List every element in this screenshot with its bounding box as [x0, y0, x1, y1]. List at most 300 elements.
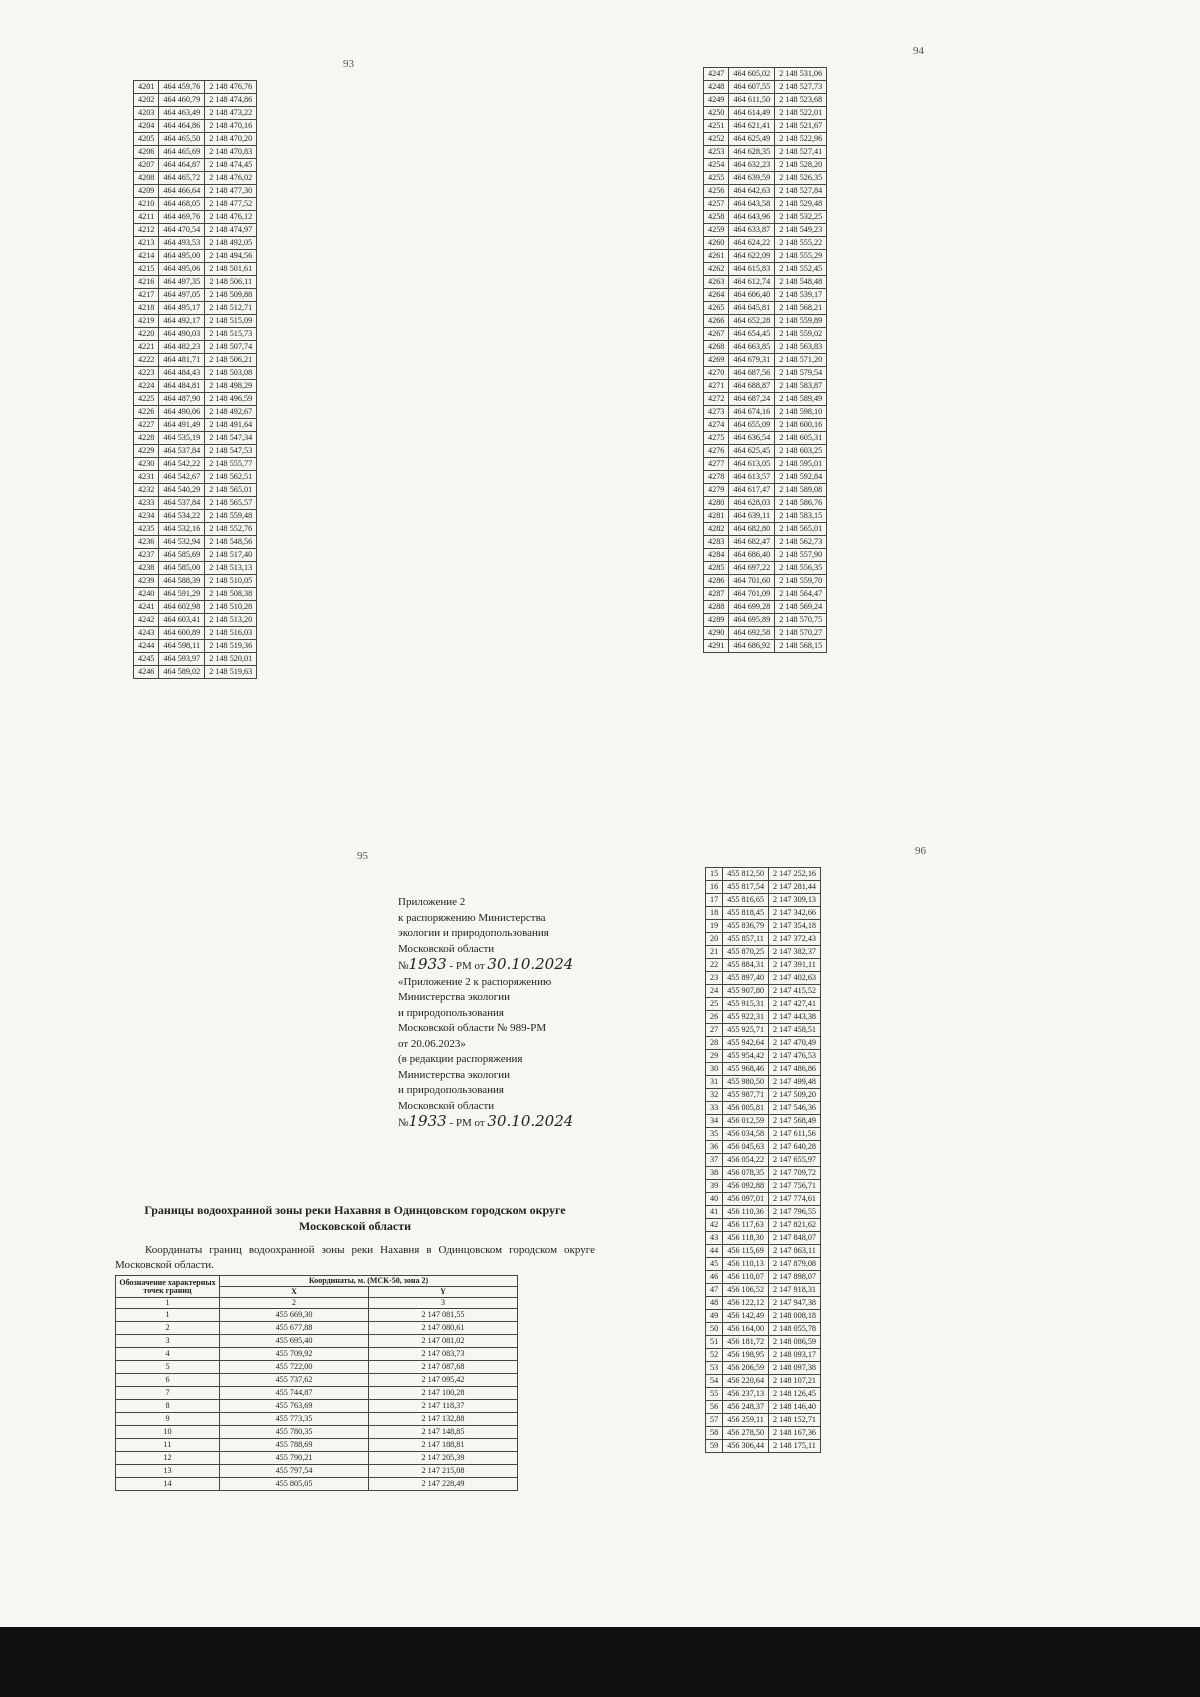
point-id-cell: 4288	[704, 601, 729, 614]
table-row	[134, 497, 257, 510]
table-row	[706, 985, 821, 998]
appendix-line: к распоряжению Министерства	[398, 911, 546, 924]
scan-bottom-border	[0, 1627, 1200, 1697]
table-row	[134, 81, 257, 94]
y-coordinate-cell: 2 147 087,68	[369, 1361, 518, 1374]
point-id-cell: 43	[706, 1232, 723, 1245]
point-id-cell: 4219	[134, 315, 159, 328]
x-coordinate-cell: 456 097,01	[723, 1193, 769, 1206]
x-coordinate-cell: 455 915,31	[723, 998, 769, 1011]
x-coordinate-cell: 464 682,47	[729, 536, 775, 549]
y-coordinate-cell: 2 148 555,77	[205, 458, 257, 471]
y-coordinate-cell: 2 148 473,22	[205, 107, 257, 120]
x-coordinate-cell: 455 773,35	[220, 1413, 369, 1426]
table-row	[704, 471, 827, 484]
table-row	[706, 881, 821, 894]
y-coordinate-cell: 2 148 055,78	[769, 1323, 821, 1336]
table-row	[116, 1426, 518, 1439]
x-coordinate-cell: 455 980,50	[723, 1076, 769, 1089]
header-points: Обозначение характерных точек границ	[116, 1276, 220, 1298]
x-coordinate-cell: 464 695,89	[729, 614, 775, 627]
y-coordinate-cell: 2 148 589,08	[775, 484, 827, 497]
y-coordinate-cell: 2 148 548,48	[775, 276, 827, 289]
point-id-cell: 4202	[134, 94, 159, 107]
point-id-cell: 15	[706, 868, 723, 881]
x-coordinate-cell: 464 645,81	[729, 302, 775, 315]
point-id-cell: 4237	[134, 549, 159, 562]
y-coordinate-cell: 2 148 586,76	[775, 497, 827, 510]
y-coordinate-cell: 2 148 527,41	[775, 146, 827, 159]
y-coordinate-cell: 2 147 228,49	[369, 1478, 518, 1491]
y-coordinate-cell: 2 147 470,49	[769, 1037, 821, 1050]
x-coordinate-cell: 464 465,69	[159, 146, 205, 159]
table-row	[706, 1440, 821, 1453]
point-id-cell: 6	[116, 1374, 220, 1387]
x-coordinate-cell: 464 621,41	[729, 120, 775, 133]
point-id-cell: 34	[706, 1115, 723, 1128]
x-coordinate-cell: 464 495,06	[159, 263, 205, 276]
table-row	[704, 289, 827, 302]
x-coordinate-cell: 464 603,41	[159, 614, 205, 627]
x-coordinate-cell: 464 470,54	[159, 224, 205, 237]
x-coordinate-cell: 464 463,49	[159, 107, 205, 120]
table-row	[704, 354, 827, 367]
header-coords: Координаты, м. (МСК-50, зона 2)	[220, 1276, 518, 1287]
y-coordinate-cell: 2 147 655,97	[769, 1154, 821, 1167]
table-row	[704, 341, 827, 354]
y-coordinate-cell: 2 148 559,89	[775, 315, 827, 328]
point-id-cell: 33	[706, 1102, 723, 1115]
intro-paragraph: Координаты границ водоохранной зоны реки Нахавня в Одинцовском городском округе Московской области.	[115, 1244, 595, 1271]
y-coordinate-cell: 2 148 474,86	[205, 94, 257, 107]
x-coordinate-cell: 464 464,87	[159, 159, 205, 172]
table-row	[706, 868, 821, 881]
table-row	[116, 1452, 518, 1465]
x-coordinate-cell: 464 697,22	[729, 562, 775, 575]
x-coordinate-cell: 464 487,90	[159, 393, 205, 406]
y-coordinate-cell: 2 147 863,11	[769, 1245, 821, 1258]
point-id-cell: 4214	[134, 250, 159, 263]
y-coordinate-cell: 2 147 391,11	[769, 959, 821, 972]
point-id-cell: 4242	[134, 614, 159, 627]
table-row	[116, 1335, 518, 1348]
y-coordinate-cell: 2 148 510,28	[205, 601, 257, 614]
table-row	[706, 1141, 821, 1154]
x-coordinate-cell: 464 589,02	[159, 666, 205, 679]
y-coordinate-cell: 2 148 571,20	[775, 354, 827, 367]
y-coordinate-cell: 2 148 552,45	[775, 263, 827, 276]
order-number-line	[398, 1114, 628, 1132]
y-coordinate-cell: 2 148 529,48	[775, 198, 827, 211]
y-coordinate-cell: 2 148 508,38	[205, 588, 257, 601]
table-row	[134, 107, 257, 120]
x-coordinate-cell: 455 987,71	[723, 1089, 769, 1102]
coordinates-table	[705, 867, 821, 1453]
point-id-cell: 4253	[704, 146, 729, 159]
y-coordinate-cell: 2 148 570,27	[775, 627, 827, 640]
x-coordinate-cell: 455 797,54	[220, 1465, 369, 1478]
y-coordinate-cell: 2 147 509,20	[769, 1089, 821, 1102]
table-row	[134, 666, 257, 679]
appendix-block	[398, 895, 628, 1132]
x-coordinate-cell: 455 818,45	[723, 907, 769, 920]
appendix-line: «Приложение 2 к распоряжению	[398, 975, 552, 988]
point-id-cell: 36	[706, 1141, 723, 1154]
y-coordinate-cell: 2 148 527,73	[775, 81, 827, 94]
table-row	[706, 1323, 821, 1336]
order-suffix: - РМ от	[446, 1117, 488, 1129]
table-row	[704, 614, 827, 627]
table-row	[134, 198, 257, 211]
y-coordinate-cell: 2 148 568,15	[775, 640, 827, 653]
x-coordinate-cell: 456 034,58	[723, 1128, 769, 1141]
y-coordinate-cell: 2 147 205,39	[369, 1452, 518, 1465]
point-id-cell: 4261	[704, 250, 729, 263]
x-coordinate-cell: 456 106,52	[723, 1284, 769, 1297]
table-row	[704, 237, 827, 250]
y-coordinate-cell: 2 148 474,97	[205, 224, 257, 237]
y-coordinate-cell: 2 147 100,28	[369, 1387, 518, 1400]
point-id-cell: 4272	[704, 393, 729, 406]
x-coordinate-cell: 455 884,31	[723, 959, 769, 972]
point-id-cell: 26	[706, 1011, 723, 1024]
y-coordinate-cell: 2 148 531,06	[775, 68, 827, 81]
table-row	[704, 211, 827, 224]
x-coordinate-cell: 455 954,42	[723, 1050, 769, 1063]
x-coordinate-cell: 456 259,11	[723, 1414, 769, 1427]
appendix-line: от 20.06.2023»	[398, 1037, 466, 1050]
x-coordinate-cell: 464 606,40	[729, 289, 775, 302]
y-coordinate-cell: 2 147 898,07	[769, 1271, 821, 1284]
x-coordinate-cell: 464 701,60	[729, 575, 775, 588]
order-suffix: - РМ от	[446, 960, 488, 972]
y-coordinate-cell: 2 148 494,56	[205, 250, 257, 263]
point-id-cell: 4245	[134, 653, 159, 666]
table-row	[706, 1219, 821, 1232]
point-id-cell: 21	[706, 946, 723, 959]
x-coordinate-cell: 464 491,49	[159, 419, 205, 432]
point-id-cell: 42	[706, 1219, 723, 1232]
point-id-cell: 16	[706, 881, 723, 894]
point-id-cell: 4262	[704, 263, 729, 276]
y-coordinate-cell: 2 147 382,37	[769, 946, 821, 959]
table-row	[704, 276, 827, 289]
point-id-cell: 4235	[134, 523, 159, 536]
table-row	[134, 419, 257, 432]
page-number: 94	[913, 45, 924, 57]
point-id-cell: 3	[116, 1335, 220, 1348]
header-colnum: 2	[220, 1298, 369, 1309]
appendix-line: Министерства экологии	[398, 1068, 511, 1081]
point-id-cell: 4265	[704, 302, 729, 315]
y-coordinate-cell: 2 147 918,31	[769, 1284, 821, 1297]
point-id-cell: 40	[706, 1193, 723, 1206]
x-coordinate-cell: 464 459,76	[159, 81, 205, 94]
y-coordinate-cell: 2 148 549,23	[775, 224, 827, 237]
table-row	[706, 1414, 821, 1427]
x-coordinate-cell: 464 540,29	[159, 484, 205, 497]
x-coordinate-cell: 456 206,59	[723, 1362, 769, 1375]
y-coordinate-cell: 2 147 083,73	[369, 1348, 518, 1361]
point-id-cell: 4284	[704, 549, 729, 562]
x-coordinate-cell: 455 817,54	[723, 881, 769, 894]
point-id-cell: 4273	[704, 406, 729, 419]
y-coordinate-cell: 2 147 342,66	[769, 907, 821, 920]
table-row	[704, 510, 827, 523]
y-coordinate-cell: 2 148 470,83	[205, 146, 257, 159]
table-row	[704, 497, 827, 510]
y-coordinate-cell: 2 148 521,67	[775, 120, 827, 133]
y-coordinate-cell: 2 148 492,67	[205, 406, 257, 419]
table-row	[116, 1413, 518, 1426]
x-coordinate-cell: 464 643,96	[729, 211, 775, 224]
point-id-cell: 4277	[704, 458, 729, 471]
table-row	[704, 250, 827, 263]
table-row	[704, 484, 827, 497]
x-coordinate-cell: 455 780,35	[220, 1426, 369, 1439]
table-row	[134, 224, 257, 237]
x-coordinate-cell: 456 122,12	[723, 1297, 769, 1310]
table-row	[704, 432, 827, 445]
point-id-cell: 4203	[134, 107, 159, 120]
y-coordinate-cell: 2 148 517,40	[205, 549, 257, 562]
y-coordinate-cell: 2 147 879,08	[769, 1258, 821, 1271]
table-row	[704, 367, 827, 380]
y-coordinate-cell: 2 148 595,01	[775, 458, 827, 471]
x-coordinate-cell: 464 497,05	[159, 289, 205, 302]
y-coordinate-cell: 2 148 522,01	[775, 107, 827, 120]
point-id-cell: 4259	[704, 224, 729, 237]
x-coordinate-cell: 455 805,05	[220, 1478, 369, 1491]
x-coordinate-cell: 464 628,35	[729, 146, 775, 159]
table-row	[704, 601, 827, 614]
header-colnum: 1	[116, 1298, 220, 1309]
point-id-cell: 48	[706, 1297, 723, 1310]
x-coordinate-cell: 455 922,31	[723, 1011, 769, 1024]
table-row	[704, 198, 827, 211]
x-coordinate-cell: 455 870,25	[723, 946, 769, 959]
table-row	[134, 653, 257, 666]
x-coordinate-cell: 455 942,64	[723, 1037, 769, 1050]
table-row	[134, 588, 257, 601]
x-coordinate-cell: 464 654,45	[729, 328, 775, 341]
x-coordinate-cell: 455 788,69	[220, 1439, 369, 1452]
point-id-cell: 4216	[134, 276, 159, 289]
y-coordinate-cell: 2 148 548,56	[205, 536, 257, 549]
y-coordinate-cell: 2 148 523,68	[775, 94, 827, 107]
table-row	[704, 562, 827, 575]
table-row	[116, 1361, 518, 1374]
point-id-cell: 32	[706, 1089, 723, 1102]
y-coordinate-cell: 2 147 281,44	[769, 881, 821, 894]
point-id-cell: 4215	[134, 263, 159, 276]
x-coordinate-cell: 464 605,02	[729, 68, 775, 81]
point-id-cell: 4207	[134, 159, 159, 172]
x-coordinate-cell: 455 816,65	[723, 894, 769, 907]
table-row	[704, 536, 827, 549]
y-coordinate-cell: 2 147 415,52	[769, 985, 821, 998]
x-coordinate-cell: 456 278,50	[723, 1427, 769, 1440]
x-coordinate-cell: 456 078,35	[723, 1167, 769, 1180]
y-coordinate-cell: 2 148 556,35	[775, 562, 827, 575]
y-coordinate-cell: 2 148 506,11	[205, 276, 257, 289]
table-row	[134, 211, 257, 224]
table-row	[706, 1011, 821, 1024]
x-coordinate-cell: 464 612,74	[729, 276, 775, 289]
y-coordinate-cell: 2 148 146,40	[769, 1401, 821, 1414]
x-coordinate-cell: 456 117,63	[723, 1219, 769, 1232]
table-row	[706, 1349, 821, 1362]
x-coordinate-cell: 464 643,58	[729, 198, 775, 211]
x-coordinate-cell: 464 633,87	[729, 224, 775, 237]
y-coordinate-cell: 2 147 080,61	[369, 1322, 518, 1335]
table-row	[706, 959, 821, 972]
y-coordinate-cell: 2 148 589,49	[775, 393, 827, 406]
y-coordinate-cell: 2 147 081,55	[369, 1309, 518, 1322]
table-row	[704, 627, 827, 640]
x-coordinate-cell: 456 092,88	[723, 1180, 769, 1193]
point-id-cell: 4251	[704, 120, 729, 133]
x-coordinate-cell: 455 857,11	[723, 933, 769, 946]
y-coordinate-cell: 2 148 513,20	[205, 614, 257, 627]
x-coordinate-cell: 456 164,00	[723, 1323, 769, 1336]
point-id-cell: 4233	[134, 497, 159, 510]
y-coordinate-cell: 2 147 709,72	[769, 1167, 821, 1180]
y-coordinate-cell: 2 147 756,71	[769, 1180, 821, 1193]
header-y: Y	[369, 1287, 518, 1298]
y-coordinate-cell: 2 147 215,08	[369, 1465, 518, 1478]
point-id-cell: 4282	[704, 523, 729, 536]
table-row	[704, 380, 827, 393]
table-row	[134, 237, 257, 250]
x-coordinate-cell: 456 198,95	[723, 1349, 769, 1362]
x-coordinate-cell: 464 532,94	[159, 536, 205, 549]
table-row	[704, 549, 827, 562]
y-coordinate-cell: 2 148 515,73	[205, 328, 257, 341]
point-id-cell: 4231	[134, 471, 159, 484]
y-coordinate-cell: 2 147 095,42	[369, 1374, 518, 1387]
table-row	[134, 367, 257, 380]
point-id-cell: 31	[706, 1076, 723, 1089]
x-coordinate-cell: 464 600,89	[159, 627, 205, 640]
table-row	[704, 81, 827, 94]
point-id-cell: 4227	[134, 419, 159, 432]
point-id-cell: 4226	[134, 406, 159, 419]
point-id-cell: 4280	[704, 497, 729, 510]
y-coordinate-cell: 2 148 565,01	[205, 484, 257, 497]
x-coordinate-cell: 464 636,54	[729, 432, 775, 445]
x-coordinate-cell: 455 968,46	[723, 1063, 769, 1076]
y-coordinate-cell: 2 148 175,11	[769, 1440, 821, 1453]
y-coordinate-cell: 2 148 569,24	[775, 601, 827, 614]
table-row	[116, 1309, 518, 1322]
y-coordinate-cell: 2 148 568,21	[775, 302, 827, 315]
point-id-cell: 30	[706, 1063, 723, 1076]
point-id-cell: 53	[706, 1362, 723, 1375]
table-row	[134, 523, 257, 536]
x-coordinate-cell: 464 532,16	[159, 523, 205, 536]
point-id-cell: 4217	[134, 289, 159, 302]
point-id-cell: 57	[706, 1414, 723, 1427]
y-coordinate-cell: 2 148 519,63	[205, 666, 257, 679]
table-row	[706, 946, 821, 959]
table-row	[706, 1154, 821, 1167]
table-row	[134, 601, 257, 614]
table-row	[706, 1245, 821, 1258]
point-id-cell: 4205	[134, 133, 159, 146]
point-id-cell: 4276	[704, 445, 729, 458]
point-id-cell: 4252	[704, 133, 729, 146]
y-coordinate-cell: 2 147 796,55	[769, 1206, 821, 1219]
x-coordinate-cell: 464 663,85	[729, 341, 775, 354]
y-coordinate-cell: 2 148 152,71	[769, 1414, 821, 1427]
table-row	[134, 315, 257, 328]
x-coordinate-cell: 464 614,49	[729, 107, 775, 120]
y-coordinate-cell: 2 148 528,20	[775, 159, 827, 172]
point-id-cell: 4212	[134, 224, 159, 237]
y-coordinate-cell: 2 148 600,16	[775, 419, 827, 432]
point-id-cell: 59	[706, 1440, 723, 1453]
table-row	[706, 1089, 821, 1102]
y-coordinate-cell: 2 148 513,13	[205, 562, 257, 575]
x-coordinate-cell: 464 464,86	[159, 120, 205, 133]
x-coordinate-cell: 464 652,28	[729, 315, 775, 328]
point-id-cell: 51	[706, 1336, 723, 1349]
table-row	[134, 640, 257, 653]
x-coordinate-cell: 455 709,92	[220, 1348, 369, 1361]
y-coordinate-cell: 2 148 498,29	[205, 380, 257, 393]
table-row	[704, 458, 827, 471]
point-id-cell: 4285	[704, 562, 729, 575]
point-id-cell: 7	[116, 1387, 220, 1400]
table-row	[134, 146, 257, 159]
appendix-line: и природопользования	[398, 1084, 504, 1096]
x-coordinate-cell: 455 790,21	[220, 1452, 369, 1465]
point-id-cell: 37	[706, 1154, 723, 1167]
table-row	[704, 185, 827, 198]
x-coordinate-cell: 464 482,23	[159, 341, 205, 354]
point-id-cell: 23	[706, 972, 723, 985]
x-coordinate-cell: 464 622,09	[729, 250, 775, 263]
point-id-cell: 38	[706, 1167, 723, 1180]
table-row	[704, 575, 827, 588]
x-coordinate-cell: 456 110,36	[723, 1206, 769, 1219]
table-row	[134, 354, 257, 367]
y-coordinate-cell: 2 148 476,12	[205, 211, 257, 224]
point-id-cell: 4221	[134, 341, 159, 354]
point-id-cell: 4230	[134, 458, 159, 471]
point-id-cell: 4291	[704, 640, 729, 653]
point-id-cell: 4274	[704, 419, 729, 432]
appendix-line: Министерства экологии	[398, 991, 511, 1003]
y-coordinate-cell: 2 148 093,17	[769, 1349, 821, 1362]
number-sign: №	[398, 960, 409, 972]
handwritten-number: 1933	[408, 1112, 447, 1130]
x-coordinate-cell: 464 686,92	[729, 640, 775, 653]
y-coordinate-cell: 2 148 470,20	[205, 133, 257, 146]
point-id-cell: 4209	[134, 185, 159, 198]
point-id-cell: 4249	[704, 94, 729, 107]
x-coordinate-cell: 464 615,83	[729, 263, 775, 276]
point-id-cell: 55	[706, 1388, 723, 1401]
y-coordinate-cell: 2 147 372,43	[769, 933, 821, 946]
x-coordinate-cell: 464 639,59	[729, 172, 775, 185]
table-row	[706, 998, 821, 1011]
point-id-cell: 4224	[134, 380, 159, 393]
y-coordinate-cell: 2 148 583,15	[775, 510, 827, 523]
x-coordinate-cell: 464 469,76	[159, 211, 205, 224]
table-row	[704, 393, 827, 406]
